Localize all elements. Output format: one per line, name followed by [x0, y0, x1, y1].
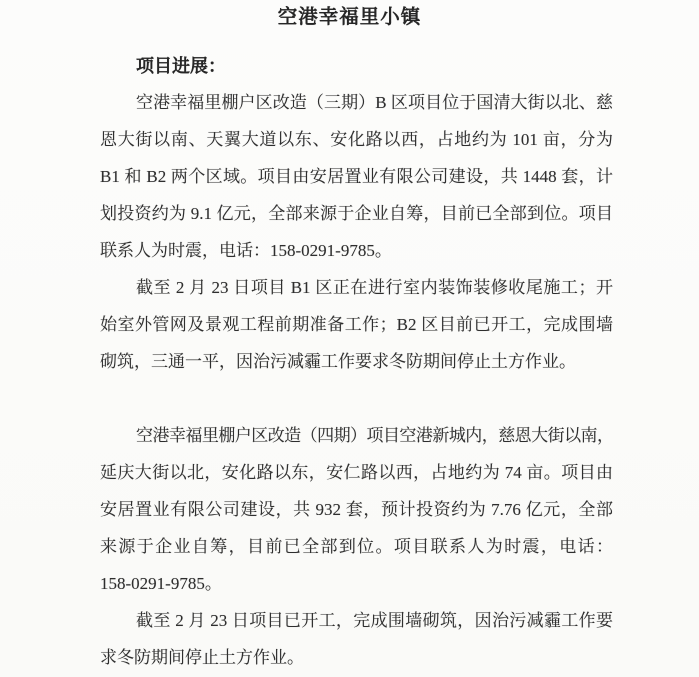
text-line: 求冬防期间停止土方作业。 [100, 648, 304, 667]
document-body [100, 84, 613, 676]
page-title: 空港幸福里小镇 [277, 7, 422, 28]
text-line: 恩大街以南、天翼大道以东、安化路以西，占地约为 101 亩，分为 [100, 130, 613, 149]
text-line: 延庆大街以北，安化路以东，安仁路以西，占地约为 74 亩。项目由 [100, 463, 613, 482]
text-line: 截至 2 月 23 日项目 B1 区正在进行室内装饰装修收尾施工；开 [136, 278, 613, 297]
text-line: 158-0291-9785。 [100, 574, 222, 593]
text-line: 空港幸福里棚户区改造（四期）项目空港新城内，慈恩大街以南， [136, 426, 613, 445]
text-line: B1 和 B2 两个区域。项目由安居置业有限公司建设，共 1448 套，计 [100, 167, 613, 186]
paragraph-spacer [100, 380, 613, 417]
text-line: 安居置业有限公司建设，共 932 套，预计投资约为 7.76 亿元，全部 [100, 500, 613, 519]
text-line: 砌筑，三通一平，因治污减霾工作要求冬防期间停止土方作业。 [100, 352, 576, 371]
text-line: 空港幸福里棚户区改造（三期）B 区项目位于国清大街以北、慈 [136, 93, 613, 112]
section-heading: 项目进展： [136, 56, 226, 76]
text-line: 划投资约为 9.1 亿元，全部来源于企业自筹，目前已全部到位。项目 [100, 204, 613, 223]
text-line: 始室外管网及景观工程前期准备工作；B2 区目前已开工，完成围墙 [100, 315, 613, 334]
text-line: 截至 2 月 23 日项目已开工，完成围墙砌筑，因治污减霾工作要 [136, 611, 613, 630]
text-line: 来源于企业自筹，目前已全部到位。项目联系人为时震，电话： [100, 537, 613, 556]
text-line: 联系人为时震，电话：158-0291-9785。 [100, 241, 392, 260]
